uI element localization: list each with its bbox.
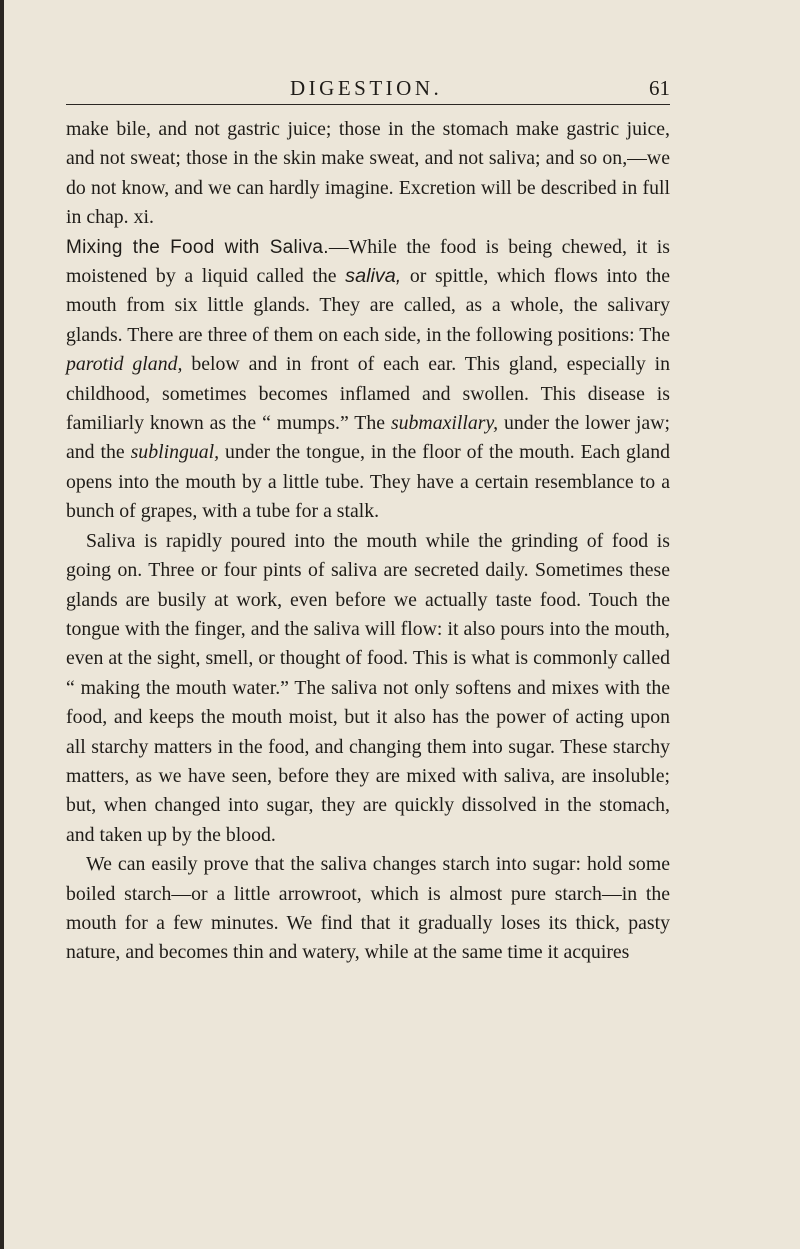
page-edge-shadow [0, 0, 4, 1249]
paragraph-mixing-food-with-saliva [66, 233, 670, 527]
text-run: under the tongue, in the floor of the mouth. Each gland opens into the mouth by a little tube. They have a certain resemblance to a bunch of grapes, with a tube for a stalk. [66, 441, 670, 523]
paragraph-starch-experiment: We can easily prove that the saliva changes starch into sugar: hold some boiled starch—or a little arrowroot, which is almost pure starch—in the mouth for a few minutes. We find that it gradually loses its thick, pasty nature, and becomes thin and watery, while at the same time it acquires [66, 853, 670, 964]
running-title: DIGESTION. [290, 76, 443, 100]
paragraph-continued: make bile, and not gastric juice; those in the stomach make gastric juice, and not sweat; those in the skin make sweat, and not saliva; and so on,—we do not know, and we can hardly imagine. Excretion will be described in full in chap. xi. [66, 118, 670, 229]
term-parotid-gland: parotid gland, [66, 353, 183, 376]
term-sublingual: sublingual, [130, 441, 220, 464]
body-text [66, 115, 670, 968]
text-run: under the lower jaw; and the [66, 412, 670, 464]
page-number: 61 [649, 76, 670, 100]
text-run: —While the food is being chewed, it is moistened by a liquid called the [66, 235, 670, 288]
term-submaxillary: submaxillary, [390, 412, 499, 435]
section-heading: Mixing the Food with Saliva. [66, 236, 329, 258]
text-run: below and in front of each ear. This gland, especially in childhood, sometimes becomes inflamed and swollen. This disease is familiarly known as the “ mumps.” The [66, 353, 671, 435]
header-rule [66, 104, 670, 105]
running-head [66, 76, 670, 106]
paragraph-saliva-secretion: Saliva is rapidly poured into the mouth while the grinding of food is going on. Three or four pints of saliva are secreted daily. Sometimes these glands are busily at work, even before we actually taste food. Touch the tongue with the finger, and the saliva will flow: it also pours into the mouth, even at the sight, smell, or thought of food. This is what is commonly called “ making the mouth water.” The saliva not only softens and mixes with the food, and keeps the mouth moist, but it also has the power of acting upon all starchy matters in the food, and changing them into sugar. These starchy matters, as we have seen, before they are mixed with saliva, are insoluble; but, when changed into sugar, they are quickly dissolved in the stomach, and taken up by the blood. [66, 529, 670, 846]
text-run: or spittle, which flows into the mouth from six little glands. They are called, as a whole, the salivary glands. There are three of them on each side, in the following positions: The [66, 265, 671, 346]
term-saliva: saliva, [345, 265, 402, 288]
